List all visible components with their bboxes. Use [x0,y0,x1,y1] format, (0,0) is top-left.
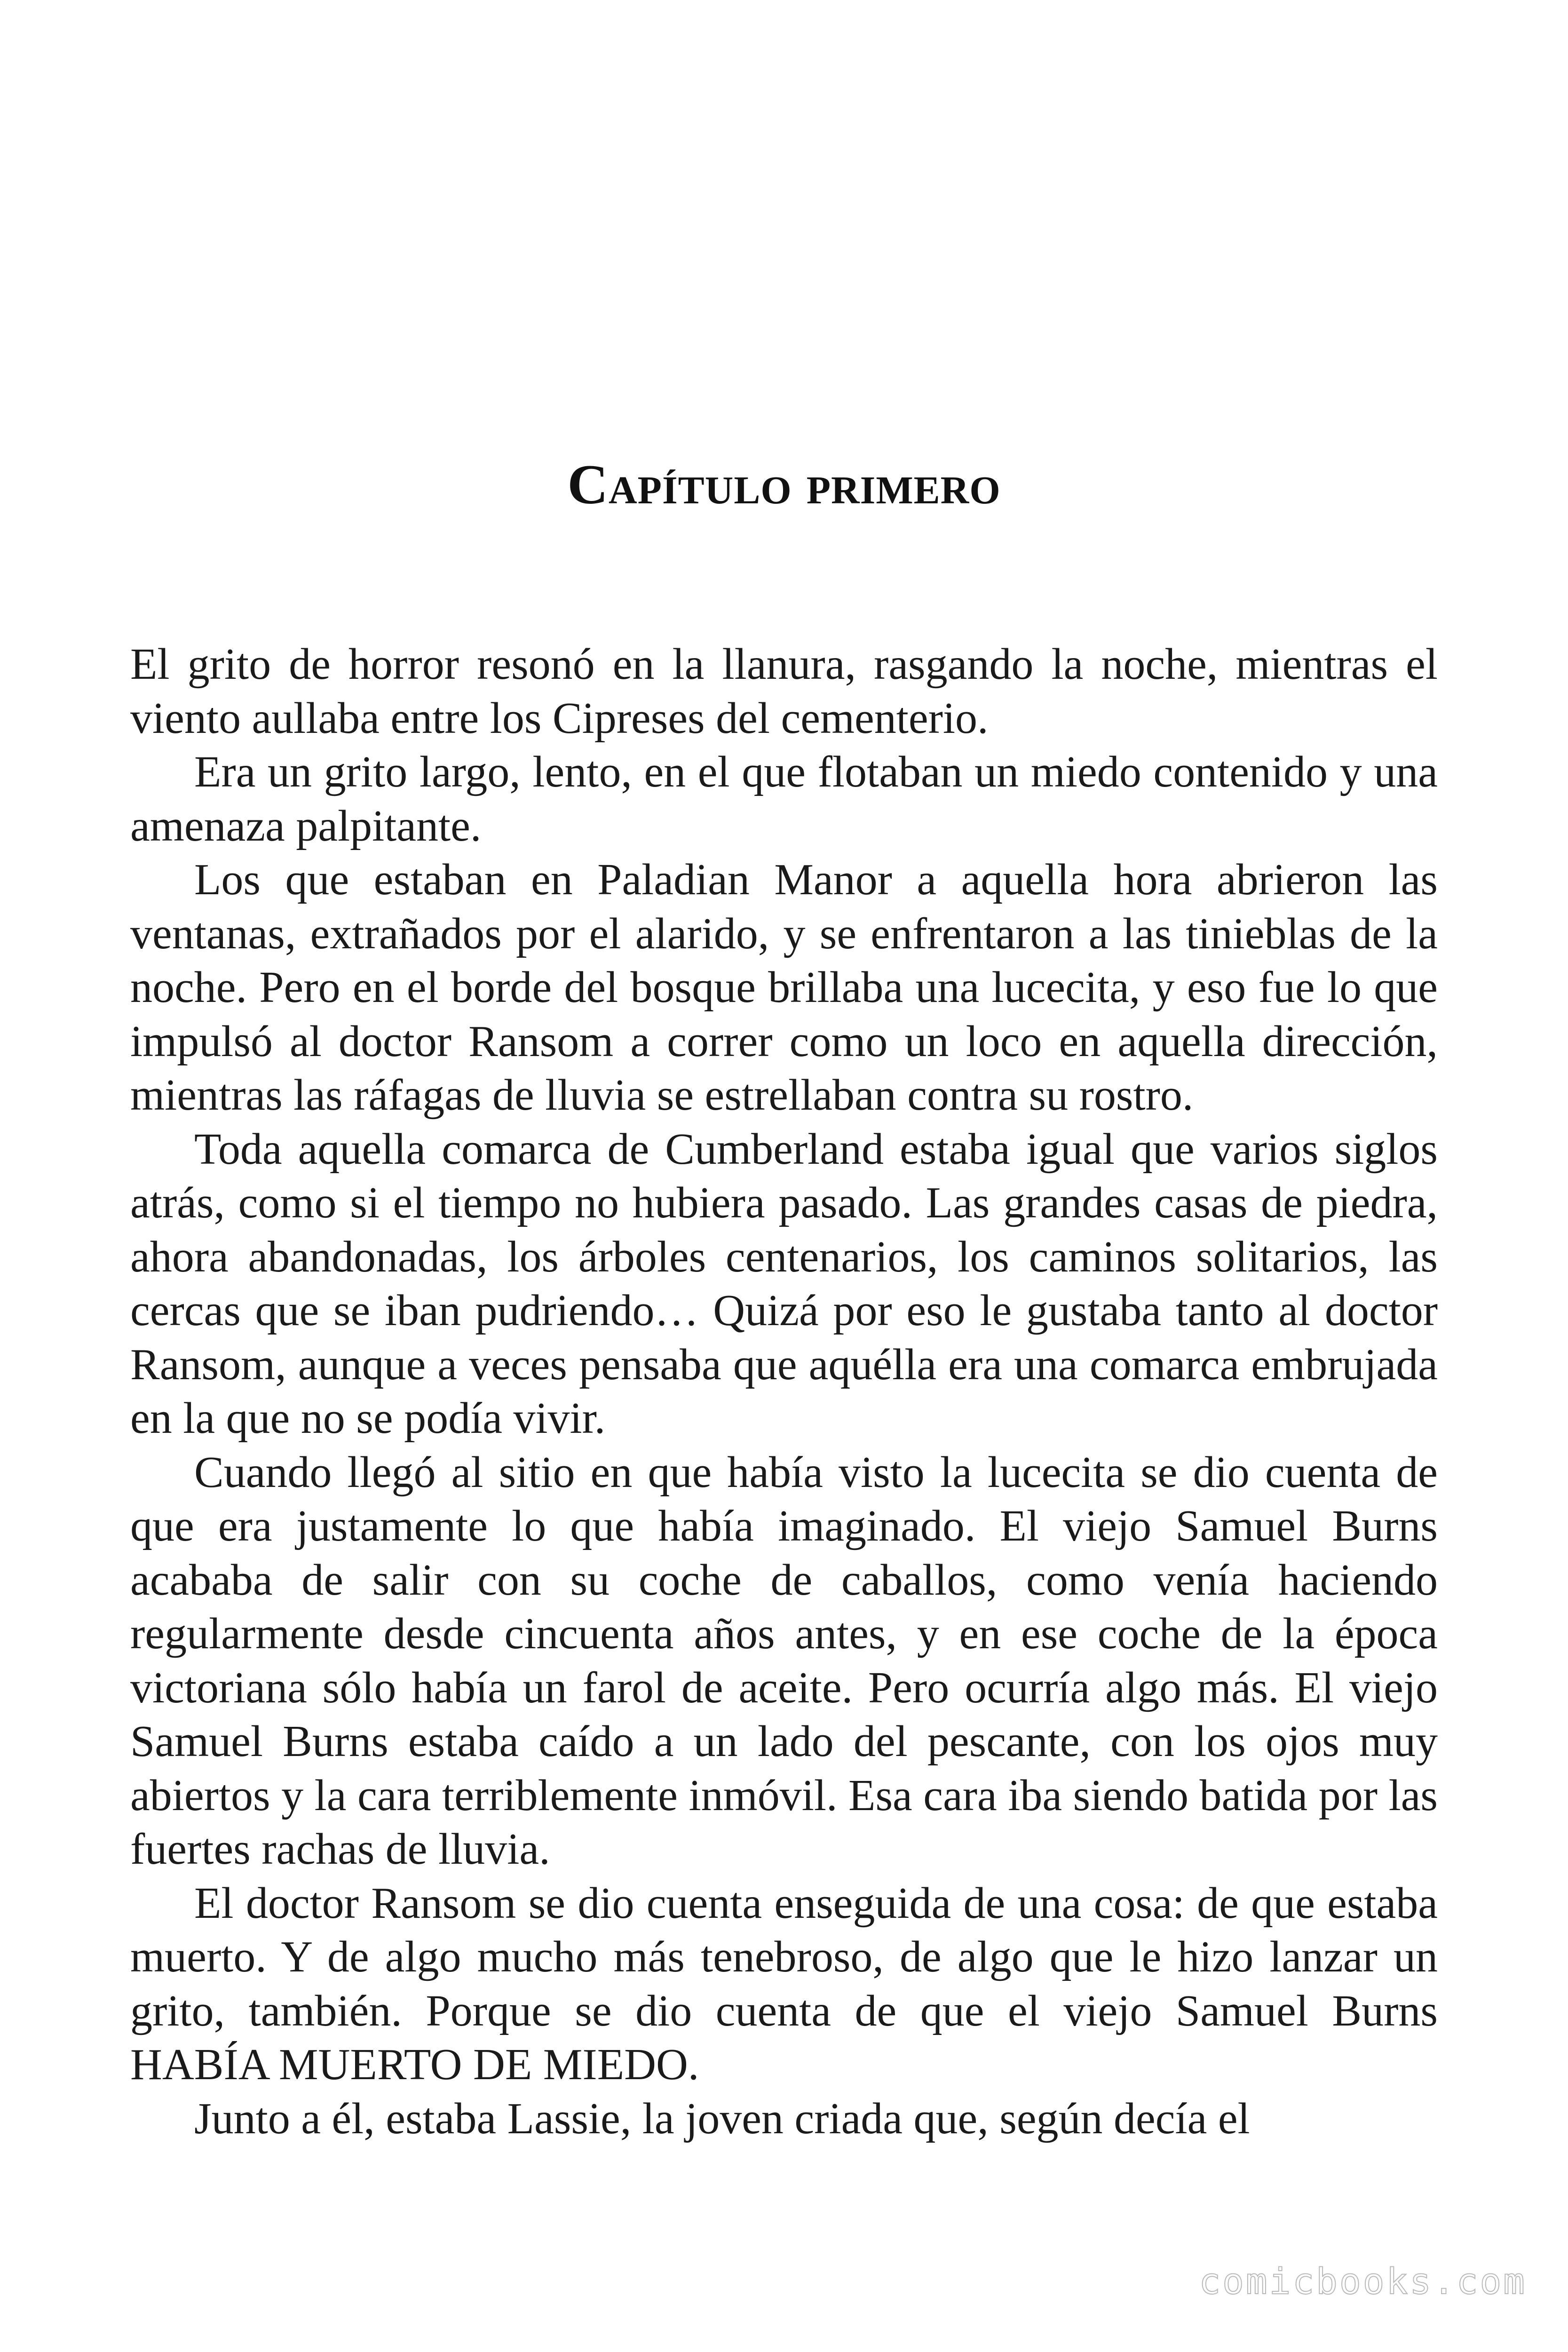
paragraph: Toda aquella comarca de Cumberland estaba igual que varios siglos atrás, como si el tiempo no hubiera pasado. Las grandes casas de piedra, ahora abandonadas, los árboles centenarios, los caminos solitarios, las cercas que se iban pudriendo… Quizá por eso le gustaba tanto al doctor Ransom, aunque a veces pensaba que aquélla era una comarca embrujada en la que no se podía vivir. [130,1124,1438,1443]
paragraph: Los que estaban en Paladian Manor a aquella hora abrieron las ventanas, extrañados por el alarido, y se enfrentaron a las tinieblas de la noche. Pero en el borde del bosque brillaba una lucecita, y eso fue lo que impulsó al doctor Ransom a correr como un loco en aquella dirección, mientras las ráfagas de lluvia se estrellaban contra su rostro. [130,855,1438,1120]
chapter-body [130,637,1438,2145]
watermark: comicbooks.com [1199,2260,1527,2302]
paragraph: Junto a él, estaba Lassie, la joven criada que, según decía el [194,2094,1250,2143]
paragraph: Cuando llegó al sitio en que había visto la lucecita se dio cuenta de que era justamente lo que había imaginado. El viejo Samuel Burns acababa de salir con su coche de caballos, como venía haciendo regularmente desde cincuenta años antes, y en ese coche de la época victoriana sólo había un farol de aceite. Pero ocurría algo más. El viejo Samuel Burns estaba caído a un lado del pescante, con los ojos muy abiertos y la cara terriblemente inmóvil. Esa cara iba siendo batida por las fuertes rachas de lluvia. [130,1447,1438,1874]
chapter-title: Capítulo primero [567,453,1001,516]
paragraph: El doctor Ransom se dio cuenta enseguida de una cosa: de que estaba muerto. Y de algo mucho más tenebroso, de algo que le hizo lanzar un grito, también. Porque se dio cuenta de que el viejo Samuel Burns HABÍA MUERTO DE MIEDO. [130,1878,1438,2089]
paragraph: El grito de horror resonó en la llanura, rasgando la noche, mientras el viento aullaba entre los Cipreses del cementerio. [130,640,1438,743]
paragraph: Era un grito largo, lento, en el que flotaban un miedo contenido y una amenaza palpitante. [130,747,1438,850]
